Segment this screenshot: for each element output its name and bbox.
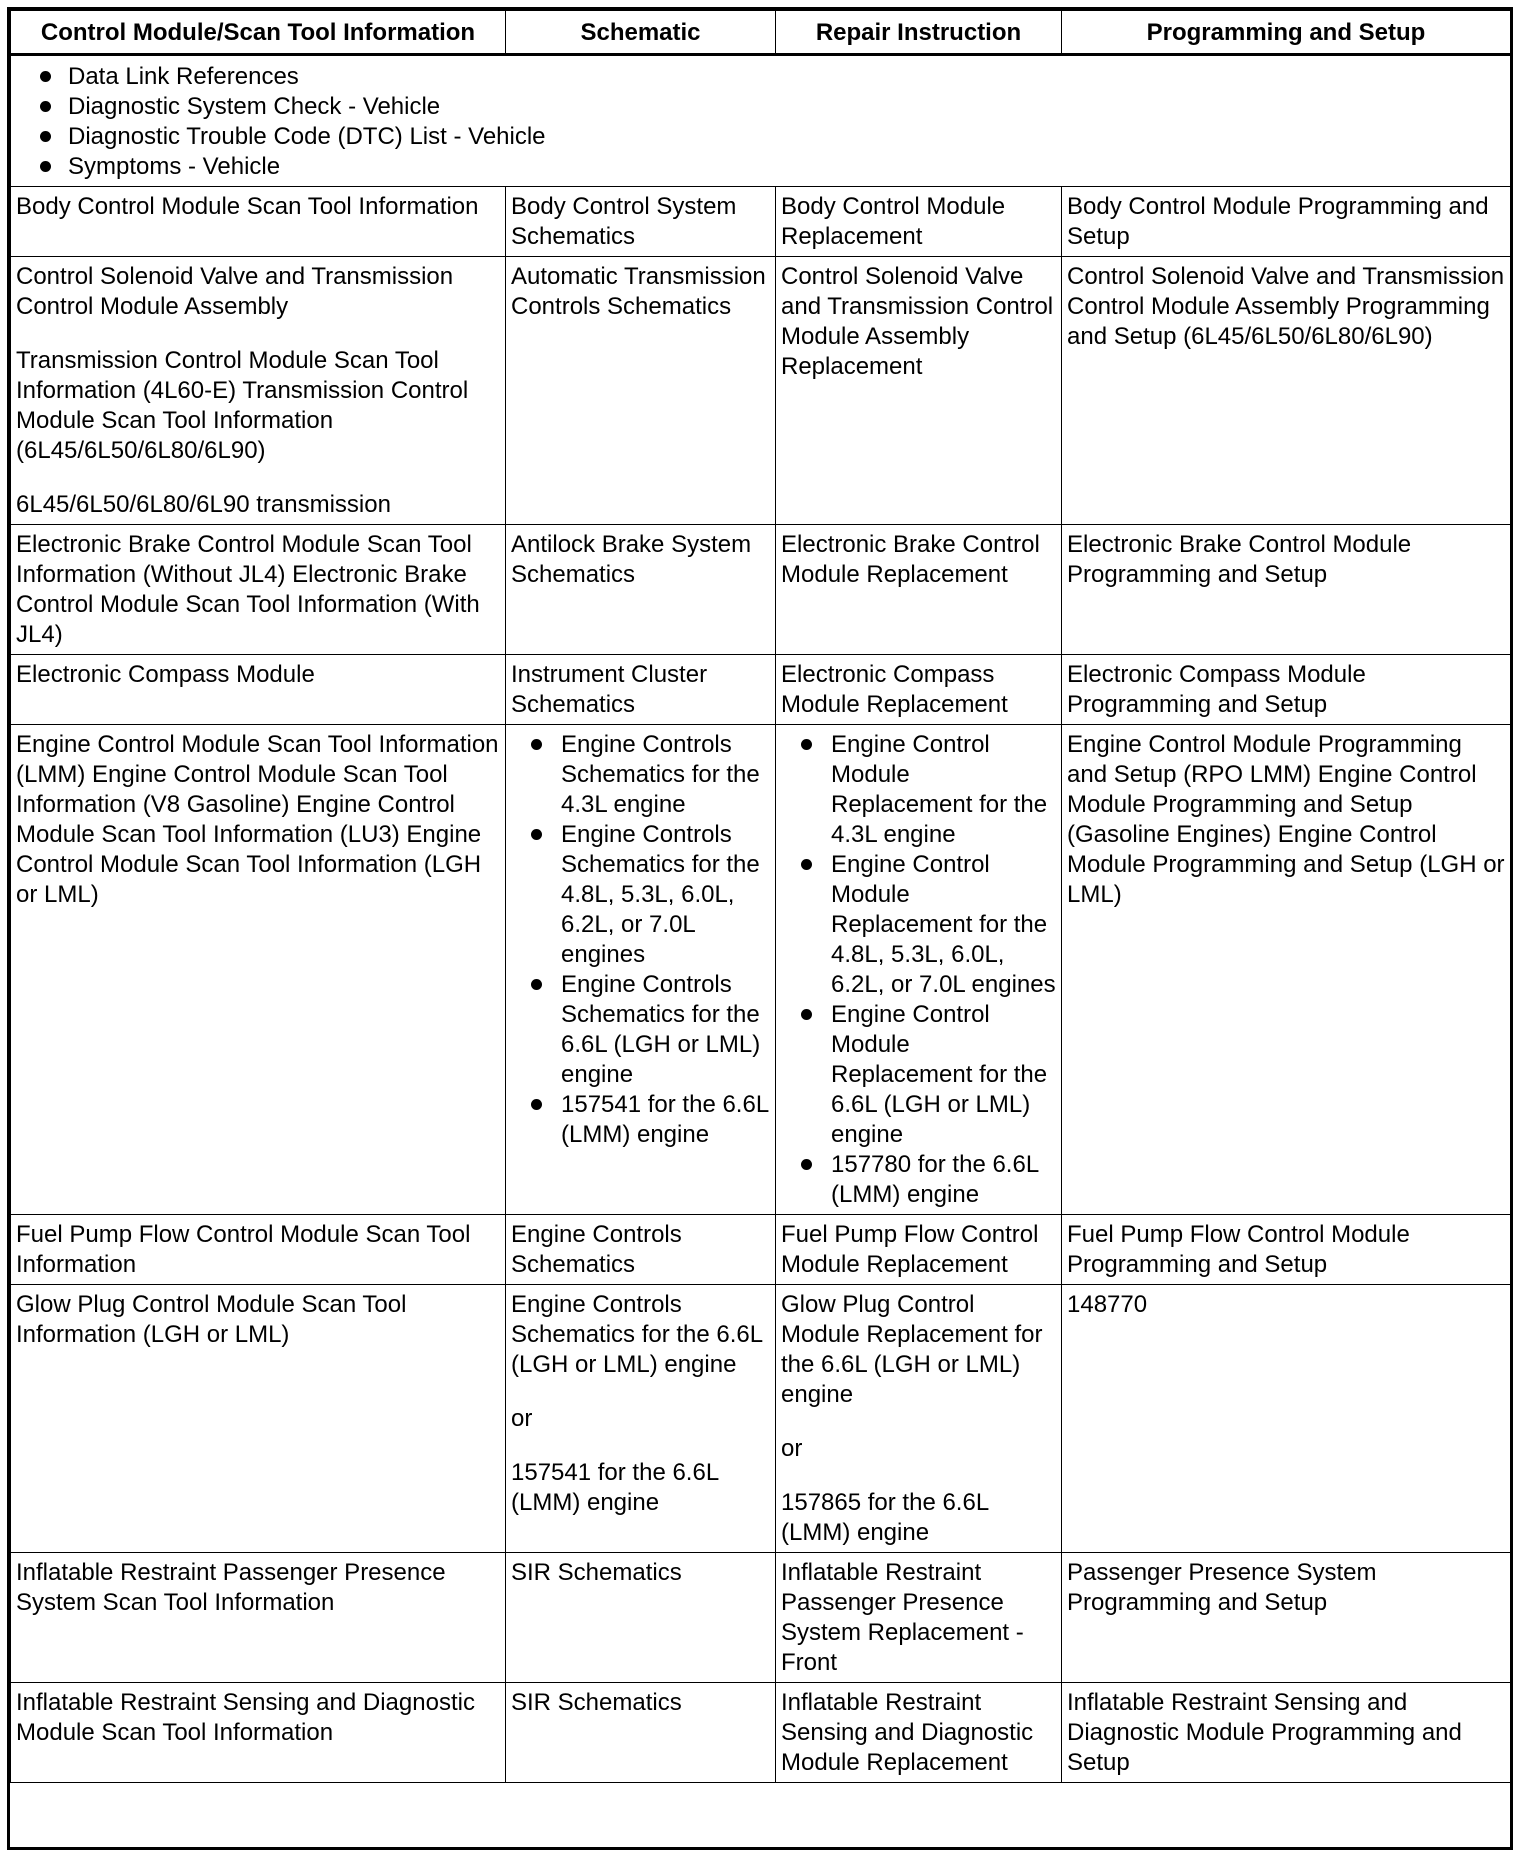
repair-link[interactable]: Inflatable Restraint Sensing and Diagnostic Module Replacement	[781, 1689, 1034, 1776]
schematic-link[interactable]: Body Control System Schematics	[511, 193, 737, 250]
schematic-link[interactable]: 157541 for the 6.6L (LMM) engine	[511, 1459, 719, 1516]
general-links-list	[16, 62, 1505, 182]
header-repair-instruction: Repair Instruction	[776, 11, 1062, 55]
table-row	[11, 525, 1511, 655]
programming-link[interactable]: Control Solenoid Valve and Transmission Control Module Assembly Programming and Setup (6L45/6L50/6L80/6L90)	[1067, 263, 1505, 350]
document-page	[7, 7, 1513, 1850]
programming-link[interactable]: Fuel Pump Flow Control Module Programming and Setup	[1067, 1221, 1410, 1278]
link-symptoms[interactable]: Symptoms - Vehicle	[16, 152, 1505, 182]
repair-bullet-list	[781, 730, 1056, 1210]
info-link[interactable]: Body Control Module Scan Tool Information	[16, 193, 479, 220]
repair-cell	[776, 655, 1062, 725]
schematic-cell	[506, 1285, 776, 1553]
schematic-link[interactable]: Engine Controls Schematics for the 4.3L engine	[511, 730, 770, 820]
repair-link[interactable]: Body Control Module Replacement	[781, 193, 1006, 250]
programming-cell	[1062, 1553, 1511, 1683]
info-link[interactable]: Transmission Control Module Scan Tool Information (4L60-E) Transmission Control Module Scan Tool Information (6L45/6L50/6L80/6L90)	[16, 347, 469, 464]
info-cell	[11, 525, 506, 655]
programming-cell	[1062, 1215, 1511, 1285]
schematic-link[interactable]: SIR Schematics	[511, 1689, 682, 1716]
repair-link[interactable]: Inflatable Restraint Passenger Presence System Replacement - Front	[781, 1559, 1024, 1676]
info-link[interactable]: Fuel Pump Flow Control Module Scan Tool Information	[16, 1221, 471, 1278]
repair-link[interactable]: 157780 for the 6.6L (LMM) engine	[781, 1150, 1056, 1210]
repair-cell	[776, 1215, 1062, 1285]
schematic-link[interactable]: SIR Schematics	[511, 1559, 682, 1586]
schematic-bullet-list	[511, 730, 770, 1150]
repair-link[interactable]: Electronic Compass Module Replacement	[781, 661, 1008, 718]
general-links-cell	[11, 55, 1511, 187]
schematic-link[interactable]: 157541 for the 6.6L (LMM) engine	[511, 1090, 770, 1150]
table-row	[11, 725, 1511, 1215]
schematic-link[interactable]: Automatic Transmission Controls Schematics	[511, 263, 766, 320]
repair-link[interactable]: Engine Control Module Replacement for the 4.3L engine	[781, 730, 1056, 850]
programming-cell	[1062, 257, 1511, 525]
info-cell	[11, 1285, 506, 1553]
info-cell	[11, 1683, 506, 1783]
table-row	[11, 1285, 1511, 1553]
table-row	[11, 257, 1511, 525]
repair-link[interactable]: Electronic Brake Control Module Replacement	[781, 531, 1040, 588]
header-schematic: Schematic	[506, 11, 776, 55]
table-row	[11, 187, 1511, 257]
schematic-cell	[506, 655, 776, 725]
repair-cell	[776, 257, 1062, 525]
programming-cell	[1062, 655, 1511, 725]
info-link[interactable]: Electronic Compass Module	[16, 661, 315, 688]
table-row	[11, 1683, 1511, 1783]
repair-link[interactable]: 157865 for the 6.6L (LMM) engine	[781, 1489, 989, 1546]
repair-link[interactable]: Control Solenoid Valve and Transmission Control Module Assembly Replacement	[781, 263, 1054, 380]
module-reference-table	[10, 10, 1511, 1783]
schematic-link[interactable]: Engine Controls Schematics for the 6.6L (LGH or LML) engine	[511, 1291, 763, 1378]
header-programming-setup: Programming and Setup	[1062, 11, 1511, 55]
table-row	[11, 1553, 1511, 1683]
info-cell	[11, 1553, 506, 1683]
link-data-link-references[interactable]: Data Link References	[16, 62, 1505, 92]
schematic-cell	[506, 187, 776, 257]
repair-link[interactable]: Engine Control Module Replacement for the 6.6L (LGH or LML) engine	[781, 1000, 1056, 1150]
programming-cell	[1062, 725, 1511, 1215]
repair-cell	[776, 725, 1062, 1215]
info-link[interactable]: Glow Plug Control Module Scan Tool Information (LGH or LML)	[16, 1291, 407, 1348]
schematic-link[interactable]: Engine Controls Schematics	[511, 1221, 682, 1278]
schematic-cell	[506, 257, 776, 525]
info-link[interactable]: Inflatable Restraint Sensing and Diagnostic Module Scan Tool Information	[16, 1689, 475, 1746]
programming-link[interactable]: Electronic Compass Module Programming and Setup	[1067, 661, 1366, 718]
repair-cell	[776, 1553, 1062, 1683]
info-link[interactable]: Control Solenoid Valve and Transmission Control Module Assembly	[16, 263, 454, 320]
schematic-cell	[506, 1215, 776, 1285]
info-link[interactable]: Engine Control Module Scan Tool Information (LMM) Engine Control Module Scan Tool Information (V8 Gasoline) Engine Control Module Scan Tool Information (LU3) Engine Control Module Scan Tool Information (LGH or LML)	[16, 731, 499, 908]
info-cell	[11, 655, 506, 725]
programming-link[interactable]: Electronic Brake Control Module Programming and Setup	[1067, 531, 1412, 588]
table-row	[11, 655, 1511, 725]
link-dtc-list[interactable]: Diagnostic Trouble Code (DTC) List - Vehicle	[16, 122, 1505, 152]
table-row	[11, 1215, 1511, 1285]
repair-cell	[776, 187, 1062, 257]
programming-cell	[1062, 1683, 1511, 1783]
info-cell	[11, 187, 506, 257]
schematic-link[interactable]: Antilock Brake System Schematics	[511, 531, 752, 588]
repair-cell	[776, 525, 1062, 655]
info-cell	[11, 725, 506, 1215]
header-row	[11, 11, 1511, 55]
programming-cell	[1062, 1285, 1511, 1553]
programming-link[interactable]: Passenger Presence System Programming and Setup	[1067, 1559, 1377, 1616]
programming-cell	[1062, 187, 1511, 257]
programming-link[interactable]: Body Control Module Programming and Setup	[1067, 193, 1489, 250]
repair-link[interactable]: Fuel Pump Flow Control Module Replacement	[781, 1221, 1039, 1278]
schematic-cell	[506, 1553, 776, 1683]
schematic-cell	[506, 1683, 776, 1783]
info-link[interactable]: Electronic Brake Control Module Scan Tool Information (Without JL4) Electronic Brake Control Module Scan Tool Information (With JL4)	[16, 531, 480, 648]
header-control-module: Control Module/Scan Tool Information	[11, 11, 506, 55]
schematic-link[interactable]: Engine Controls Schematics for the 4.8L, 5.3L, 6.0L, 6.2L, or 7.0L engines	[511, 820, 770, 970]
info-text: 6L45/6L50/6L80/6L90 transmission	[16, 491, 391, 518]
repair-cell	[776, 1285, 1062, 1553]
info-cell	[11, 257, 506, 525]
general-links-row	[11, 55, 1511, 187]
repair-link[interactable]: Engine Control Module Replacement for the 4.8L, 5.3L, 6.0L, 6.2L, or 7.0L engines	[781, 850, 1056, 1000]
repair-link[interactable]: Glow Plug Control Module Replacement for the 6.6L (LGH or LML) engine	[781, 1291, 1043, 1408]
schematic-cell	[506, 725, 776, 1215]
programming-link[interactable]: 148770	[1067, 1291, 1148, 1318]
schematic-link[interactable]: Engine Controls Schematics for the 6.6L (LGH or LML) engine	[511, 970, 770, 1090]
repair-cell	[776, 1683, 1062, 1783]
info-link[interactable]: Inflatable Restraint Passenger Presence System Scan Tool Information	[16, 1559, 446, 1616]
programming-link[interactable]: Engine Control Module Programming and Setup (RPO LMM) Engine Control Module Programming and Setup (Gasoline Engines) Engine Control Module Programming and Setup (LGH or LML)	[1067, 731, 1505, 908]
link-diagnostic-system-check[interactable]: Diagnostic System Check - Vehicle	[16, 92, 1505, 122]
or-text: or	[511, 1405, 533, 1432]
programming-link[interactable]: Inflatable Restraint Sensing and Diagnostic Module Programming and Setup	[1067, 1689, 1462, 1776]
info-cell	[11, 1215, 506, 1285]
schematic-link[interactable]: Instrument Cluster Schematics	[511, 661, 708, 718]
programming-cell	[1062, 525, 1511, 655]
schematic-cell	[506, 525, 776, 655]
or-text: or	[781, 1435, 803, 1462]
